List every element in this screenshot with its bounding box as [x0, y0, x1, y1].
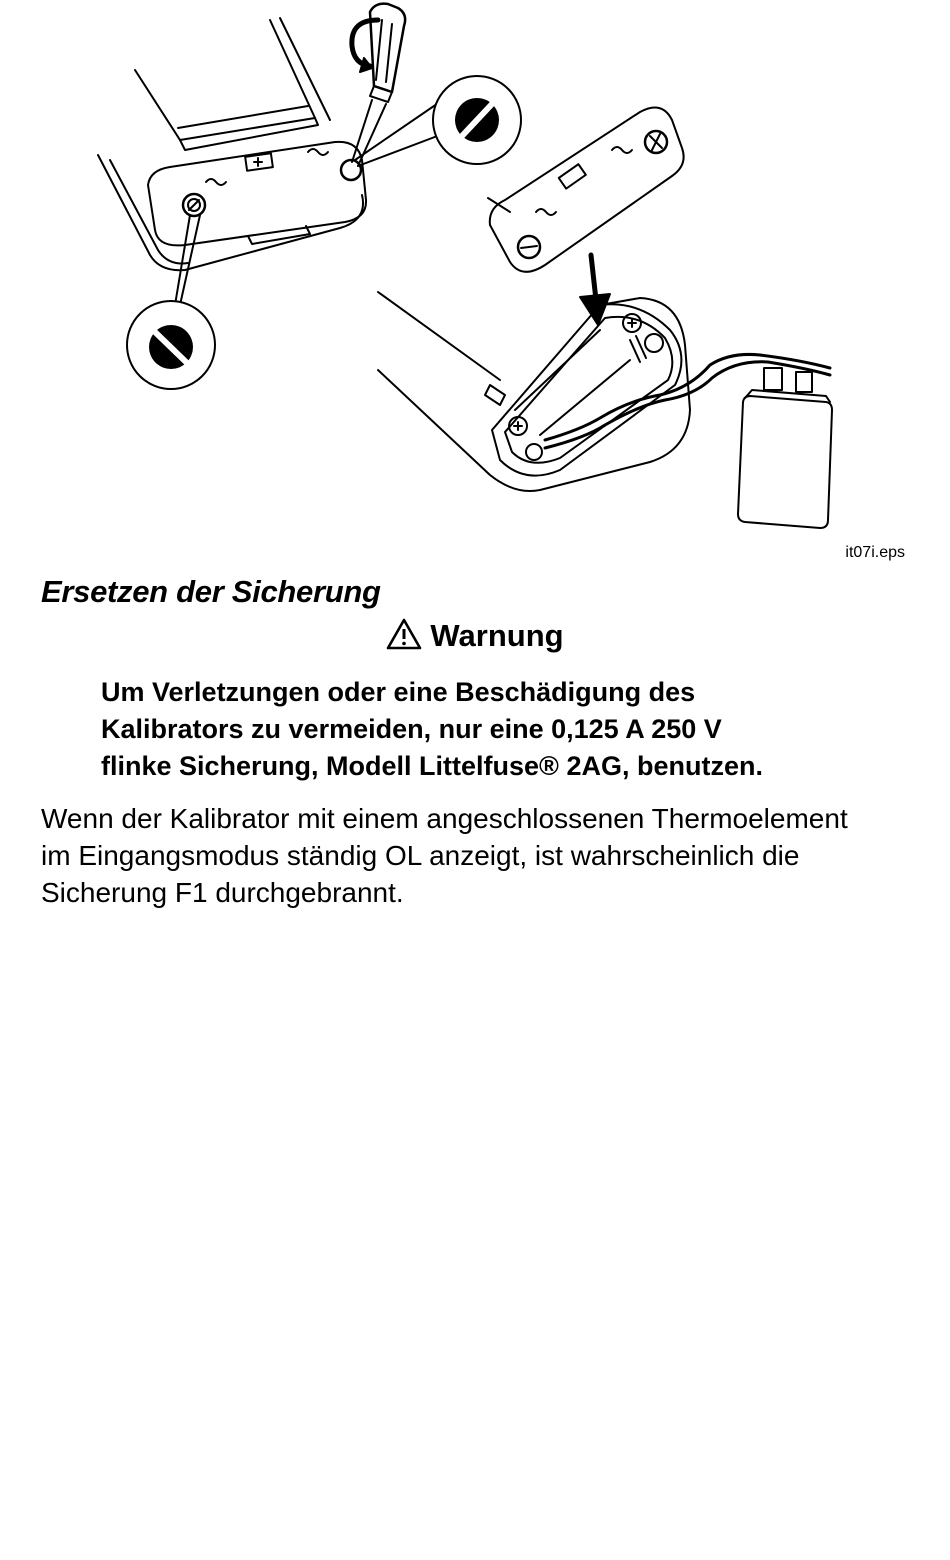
- battery-9v-icon: [738, 368, 832, 528]
- warning-line: flinke Sicherung, Modell Littelfuse® 2AG, benutzen.: [101, 751, 763, 781]
- warning-line: Kalibrators zu vermeiden, nur eine 0,125 A 250 V: [101, 714, 722, 744]
- screwdriver-icon: [352, 4, 405, 166]
- body-line: Wenn der Kalibrator mit einem angeschlossenen Thermoelement: [41, 803, 848, 834]
- body-line: Sicherung F1 durchgebrannt.: [41, 877, 404, 908]
- section-title: Ersetzen der Sicherung: [41, 574, 381, 609]
- figure-caption: it07i.eps: [845, 544, 905, 561]
- warning-heading: [0, 618, 950, 654]
- body-line: im Eingangsmodus ständig OL anzeigt, ist wahrscheinlich die: [41, 840, 800, 871]
- screw-slot-zoom-bottom: [127, 215, 215, 389]
- warning-heading-text: Warnung: [430, 618, 564, 653]
- body-paragraph: [41, 800, 921, 911]
- calibrator-back-right: [378, 198, 690, 491]
- down-arrow-icon: [580, 255, 610, 325]
- screw-slot-zoom-top: [355, 76, 521, 166]
- battery-fuse-illustration: [0, 0, 950, 540]
- calibrator-back-left: [98, 18, 366, 270]
- warning-line: Um Verletzungen oder eine Beschädigung des: [101, 677, 696, 707]
- warning-triangle-icon: [386, 618, 422, 650]
- warning-text: [101, 674, 881, 785]
